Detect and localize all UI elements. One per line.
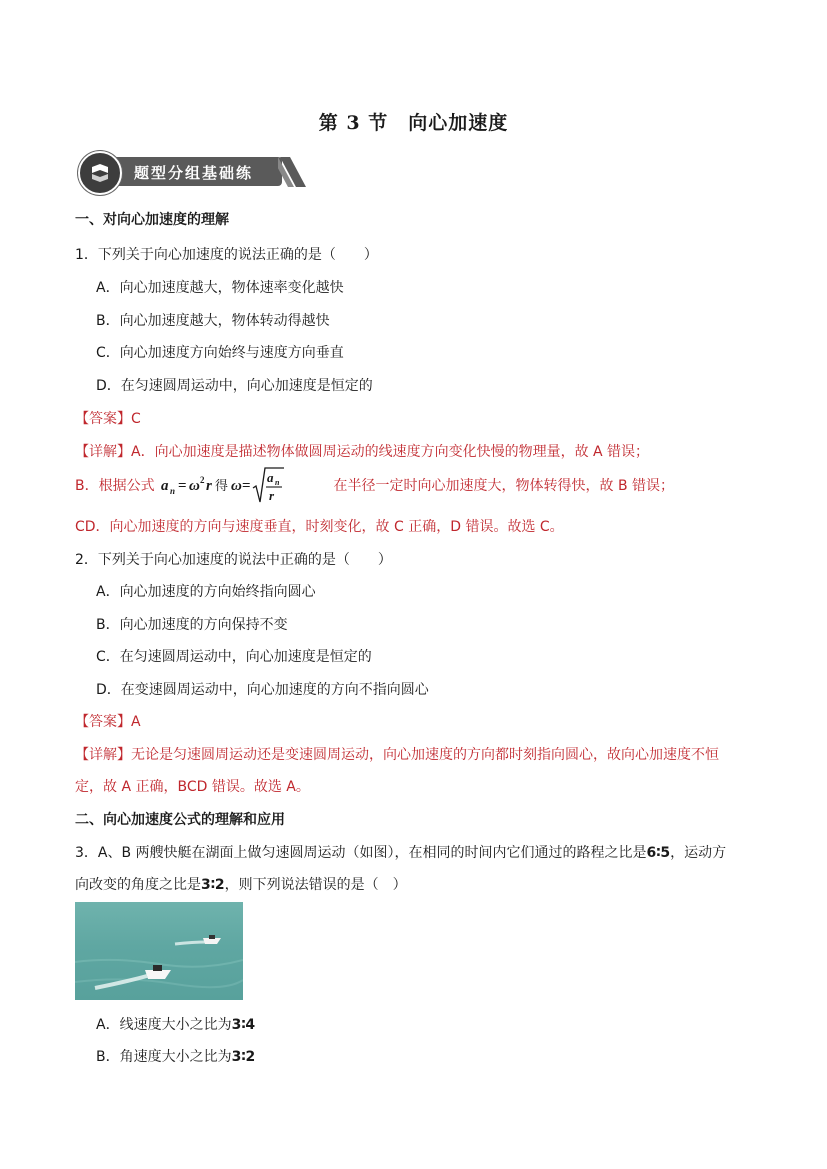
q3-option-b: [96, 1046, 255, 1066]
boat-b-icon: [145, 965, 171, 979]
q2-answer: 【答案】A: [75, 714, 141, 730]
q1-option-d: D．在匀速圆周运动中，向心加速度是恒定的: [96, 378, 373, 394]
speedboats-illustration: [75, 902, 243, 1000]
q2-detail-line-2: 定，故 A 正确，BCD 错误。故选 A。: [75, 779, 310, 795]
q2-option-b: B．向心加速度的方向保持不变: [96, 617, 288, 633]
q1-detail-b-pre: B．根据公式: [75, 478, 155, 494]
formula-de: 得: [215, 479, 229, 494]
question-2-stem: 2．下列关于向心加速度的说法中正确的是（ ）: [75, 552, 392, 568]
q2-detail-line-1: 【详解】无论是匀速圆周运动还是变速圆周运动，向心加速度的方向都时刻指向圆心，故向心加速度不恒: [75, 747, 719, 763]
formula-squared: 2: [200, 475, 205, 485]
q1-option-c: C．向心加速度方向始终与速度方向垂直: [96, 345, 344, 361]
speedboats-photo: [75, 902, 243, 1000]
q2-option-d: D．在变速圆周运动中，向心加速度的方向不指向圆心: [96, 682, 429, 698]
q3-line1-tail: ，运动方: [670, 845, 727, 861]
q1-detail-a: 【详解】A．向心加速度是描述物体做圆周运动的线速度方向变化快慢的物理量，故 A 错误；: [75, 444, 650, 460]
formula-frac-den: r: [269, 488, 275, 503]
q3-option-b-text: B．角速度大小之比为: [96, 1049, 232, 1065]
q1-option-b: B．向心加速度越大，物体转动得越快: [96, 313, 330, 329]
banner-stripes: [278, 157, 308, 187]
formula-frac-num: a: [267, 470, 274, 485]
formula-r: r: [206, 478, 212, 494]
q1-answer: 【答案】C: [75, 411, 141, 427]
q1-detail-b: [75, 466, 674, 506]
q2-option-a: A．向心加速度的方向始终指向圆心: [96, 584, 316, 600]
q3-option-b-ratio: 3∶2: [231, 1049, 256, 1065]
q2-option-c: C．在匀速圆周运动中，向心加速度是恒定的: [96, 649, 372, 665]
q3-line2-text: 向改变的角度之比是: [75, 877, 201, 893]
q3-line2-tail: ，则下列说法错误的是（ ）: [224, 877, 407, 893]
section-heading-1: 一、对向心加速度的理解: [75, 212, 229, 228]
q3-option-a-ratio: 3∶4: [231, 1017, 256, 1033]
centripetal-formula: [159, 466, 329, 506]
formula-eq-1: =: [178, 478, 187, 494]
q3-path-ratio: 6∶5: [646, 845, 671, 861]
q1-detail-b-post: 在半径一定时向心加速度大，物体转得快，故 B 错误；: [333, 478, 675, 494]
question-3-stem-line-2: [75, 874, 407, 894]
q1-option-a: A．向心加速度越大，物体速率变化越快: [96, 280, 344, 296]
section-banner: [78, 151, 308, 193]
banner-logo: [78, 151, 122, 195]
banner-label: 题型分组基础练: [134, 164, 254, 182]
question-1-stem: 1．下列关于向心加速度的说法正确的是（ ）: [75, 247, 378, 263]
q3-line1-text: 3．A、B 两艘快艇在湖面上做匀速圆周运动（如图），在相同的时间内它们通过的路程之比是: [75, 845, 647, 861]
question-3-stem-line-1: [75, 842, 726, 862]
section-heading-2: 二、向心加速度公式的理解和应用: [75, 812, 285, 828]
formula-frac-num-sub: n: [275, 478, 280, 487]
boat-a-icon: [203, 935, 221, 944]
page-title: 第 3 节 向心加速度: [318, 112, 509, 134]
q1-detail-cd: CD．向心加速度的方向与速度垂直，时刻变化，故 C 正确，D 错误。故选 C。: [75, 519, 564, 535]
formula-omega: ω: [189, 478, 200, 494]
formula-an-sub: n: [170, 486, 176, 496]
puzzle-logo-icon: [88, 161, 112, 185]
q3-option-a-text: A．线速度大小之比为: [96, 1017, 232, 1033]
q3-angle-ratio: 3∶2: [201, 877, 225, 893]
formula-omega-2: ω: [231, 478, 242, 494]
q3-option-a: [96, 1014, 255, 1034]
formula-an: a: [161, 478, 169, 494]
formula-eq-2: =: [242, 478, 251, 494]
